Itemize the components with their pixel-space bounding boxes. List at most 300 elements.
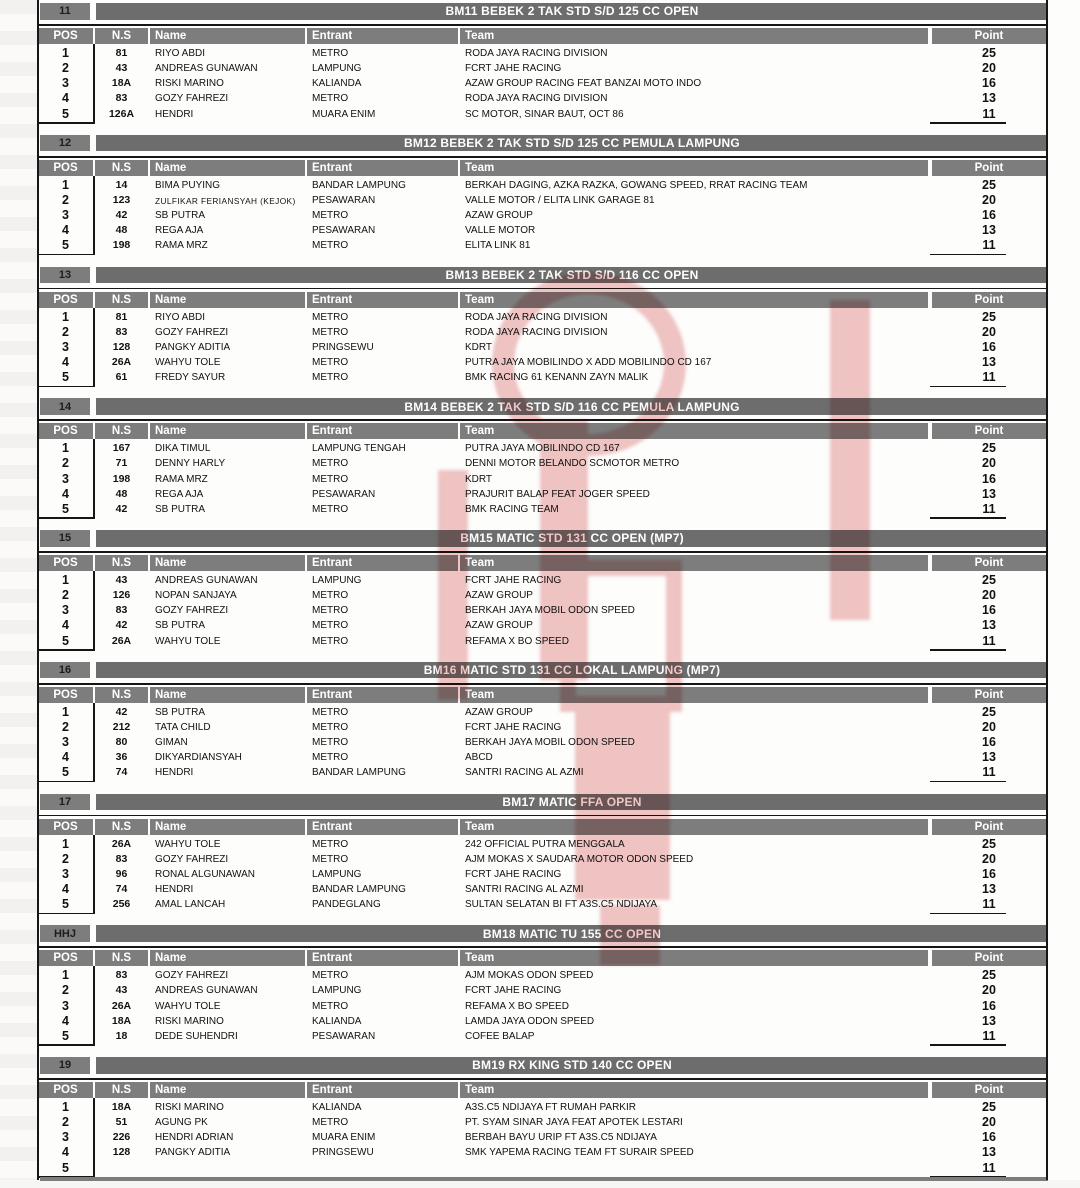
cell-position: 3: [62, 603, 69, 618]
cell-team: VALLE MOTOR: [465, 225, 536, 237]
cell-team: SANTRI RACING AL AZMI: [465, 883, 584, 895]
cell-team: AZAW GROUP RACING FEAT BANZAI MOTO INDO: [465, 78, 702, 90]
cell-position: 3: [62, 76, 69, 91]
cell-point: 11: [982, 1160, 996, 1175]
section-rows: [0, 441, 1080, 517]
table-row: [0, 107, 1080, 122]
cell-rider-name: PANGKY ADITIA: [155, 341, 231, 353]
column-header-name: Name: [150, 423, 305, 439]
table-row: [0, 472, 1080, 487]
cell-point: 25: [982, 968, 996, 983]
section-number-box: [40, 925, 90, 942]
cell-team: PUTRA JAYA MOBILINDO X ADD MOBILINDO CD 167: [465, 356, 712, 368]
table-row: [0, 355, 1080, 370]
section-divider-line: [37, 156, 1048, 158]
cell-start-number: 126: [112, 589, 131, 602]
column-header-team: Team: [460, 950, 928, 966]
cell-position: 1: [62, 836, 69, 851]
cell-start-number: 83: [115, 92, 128, 105]
cell-team: FCRT JAHE RACING: [465, 63, 562, 75]
column-header-team: Team: [460, 819, 928, 835]
cell-team: BERKAH DAGING, AZKA RAZKA, GOWANG SPEED, RRAT RACING TEAM: [465, 179, 808, 191]
cell-start-number: 81: [115, 310, 128, 323]
cell-entrant: METRO: [312, 48, 349, 59]
point-column-bottom-line: [930, 122, 1006, 124]
section-title-bar: [96, 398, 1048, 415]
cell-position: 2: [62, 324, 69, 339]
cell-start-number: 212: [112, 720, 131, 733]
section-number-box: [40, 398, 90, 415]
table-row: [0, 456, 1080, 471]
point-column-bottom-line: [930, 649, 1006, 651]
cell-position: 5: [62, 1028, 69, 1043]
cell-point: 13: [982, 486, 996, 501]
cell-start-number: 83: [115, 852, 128, 865]
cell-rider-name: RAMA MRZ: [155, 473, 208, 485]
cell-rider-name: WAHYU TOLE: [155, 635, 221, 647]
cell-position: 3: [62, 998, 69, 1013]
cell-position: 5: [62, 633, 69, 648]
cell-rider-name: WAHYU TOLE: [155, 1000, 221, 1012]
cell-point: 16: [982, 735, 996, 750]
cell-rider-name: GIMAN: [155, 737, 188, 749]
section-number-box: [40, 530, 90, 547]
table-row: [0, 1014, 1080, 1029]
cell-entrant: LAMPUNG TENGAH: [312, 443, 406, 455]
cell-team: PUTRA JAYA MOBILINDO CD 167: [465, 443, 620, 455]
table-row: [0, 603, 1080, 618]
cell-position: 4: [62, 881, 69, 896]
column-header-name: Name: [150, 28, 305, 44]
cell-point: 11: [982, 501, 996, 516]
section-number-box: [40, 267, 90, 284]
column-header-point: Point: [932, 160, 1046, 176]
section-number-label: 16: [58, 664, 72, 676]
section-title-bar: [96, 3, 1048, 20]
cell-start-number: 18A: [111, 77, 132, 90]
cell-rider-name: GOZY FAHREZI: [155, 853, 229, 865]
cell-team: REFAMA X BO SPEED: [465, 635, 569, 647]
cell-entrant: METRO: [312, 752, 349, 764]
cell-team: A3S.C5 NDIJAYA FT RUMAH PARKIR: [465, 1102, 636, 1113]
cell-start-number: 81: [115, 47, 128, 59]
pos-column-bottom-line: [37, 913, 95, 915]
cell-position: 5: [62, 765, 69, 780]
column-header-ns: N.S: [95, 950, 148, 966]
cell-entrant: METRO: [312, 210, 349, 222]
table-row: [0, 618, 1080, 633]
cell-entrant: METRO: [312, 240, 349, 252]
table-row: [0, 193, 1080, 208]
table-row: [0, 310, 1080, 325]
cell-position: 3: [62, 339, 69, 354]
column-header-ns: N.S: [95, 555, 148, 571]
cell-entrant: METRO: [312, 458, 349, 470]
table-row: [0, 223, 1080, 238]
cell-point: 20: [982, 588, 996, 603]
cell-start-number: 123: [112, 193, 131, 206]
section-title: BM15 MATIC STD 131 CC OPEN (MP7): [460, 531, 684, 546]
right-rule-line: [1046, 0, 1048, 1180]
table-row: [0, 487, 1080, 502]
column-header-pos: POS: [38, 1082, 93, 1098]
point-column-bottom-line: [930, 913, 1006, 915]
pos-column-border: [93, 308, 95, 387]
cell-rider-name: REGA AJA: [155, 225, 204, 237]
cell-team: 242 OFFICIAL PUTRA MENGGALA: [465, 838, 625, 850]
section-divider-line: [37, 288, 1048, 290]
cell-position: 2: [62, 192, 69, 207]
table-row: [0, 983, 1080, 998]
cell-team: ELITA LINK 81: [465, 240, 531, 252]
cell-team: AZAW GROUP: [465, 590, 533, 602]
column-header-pos: POS: [38, 423, 93, 439]
pos-column-border: [93, 966, 95, 1045]
table-row: [0, 441, 1080, 456]
cell-point: 13: [982, 1145, 996, 1160]
column-header-team: Team: [460, 423, 928, 439]
cell-entrant: METRO: [312, 326, 349, 338]
cell-team: BMK RACING 61 KENANN ZAYN MALIK: [465, 372, 649, 384]
cell-team: KDRT: [465, 341, 493, 353]
cell-start-number: 43: [115, 62, 128, 75]
column-header-pos: POS: [38, 819, 93, 835]
table-row: [0, 705, 1080, 720]
cell-point: 11: [982, 633, 996, 648]
pos-column-bottom-line: [37, 254, 95, 256]
column-header-entrant: Entrant: [307, 292, 458, 308]
cell-point: 20: [982, 61, 996, 76]
cell-point: 11: [982, 238, 996, 253]
column-header-entrant: Entrant: [307, 687, 458, 703]
section-rows: [0, 837, 1080, 913]
cell-team: AJM MOKAS X SAUDARA MOTOR ODON SPEED: [465, 853, 694, 865]
cell-point: 25: [982, 573, 996, 587]
results-section: [0, 2, 1080, 134]
section-number-box: [40, 1057, 90, 1074]
section-title-bar: [96, 794, 1048, 811]
cell-entrant: MUARA ENIM: [312, 1132, 376, 1144]
results-section: [0, 793, 1080, 925]
section-number-label: 12: [58, 137, 72, 149]
cell-point: 16: [982, 76, 996, 91]
cell-position: 5: [62, 897, 69, 912]
section-title-bar: [96, 1057, 1048, 1074]
cell-entrant: PESAWARAN: [312, 1030, 376, 1042]
cell-point: 25: [982, 441, 996, 456]
cell-rider-name: HENDRI: [155, 108, 194, 120]
cell-position: 2: [62, 851, 69, 866]
pos-column-border: [93, 176, 95, 255]
section-title: BM12 BEBEK 2 TAK STD S/D 125 CC PEMULA LAMPUNG: [404, 136, 740, 150]
cell-entrant: PESAWARAN: [312, 225, 376, 237]
cell-entrant: METRO: [312, 590, 349, 602]
pos-column-border: [93, 1098, 95, 1177]
cell-rider-name: NOPAN SANJAYA: [155, 590, 237, 602]
cell-start-number: 26A: [111, 355, 132, 368]
cell-start-number: 18A: [111, 1014, 132, 1027]
results-section: [0, 661, 1080, 793]
cell-entrant: METRO: [312, 503, 349, 515]
pos-column-border: [93, 44, 95, 123]
cell-start-number: 126A: [108, 107, 135, 120]
section-number-label: 14: [58, 400, 72, 413]
cell-team: FCRT JAHE RACING: [465, 985, 562, 997]
table-row: [0, 1029, 1080, 1044]
cell-entrant: LAMPUNG: [312, 63, 362, 75]
cell-point: 20: [982, 192, 996, 207]
cell-position: 1: [62, 573, 69, 587]
cell-position: 1: [62, 441, 69, 456]
cell-point: 13: [982, 618, 996, 633]
results-section: [0, 134, 1080, 266]
cell-start-number: 226: [112, 1131, 131, 1144]
cell-rider-name: DENNY HARLY: [155, 458, 226, 470]
cell-position: 5: [62, 238, 69, 253]
cell-entrant: METRO: [312, 311, 349, 323]
cell-position: 5: [62, 106, 69, 121]
cell-team: SANTRI RACING AL AZMI: [465, 767, 584, 779]
cell-position: 2: [62, 983, 69, 998]
table-row: [0, 852, 1080, 867]
table-row: [0, 867, 1080, 882]
cell-rider-name: REGA AJA: [155, 488, 204, 500]
section-number-box: [40, 3, 90, 20]
table-row: [0, 573, 1080, 588]
table-row: [0, 897, 1080, 912]
column-header-name: Name: [150, 819, 305, 835]
cell-point: 25: [982, 177, 996, 192]
section-rows: [0, 705, 1080, 781]
cell-start-number: 26A: [111, 999, 132, 1012]
column-header-entrant: Entrant: [307, 160, 458, 176]
cell-point: 13: [982, 1013, 996, 1028]
column-header-ns: N.S: [95, 28, 148, 44]
column-header-ns: N.S: [95, 687, 148, 703]
column-header-team: Team: [460, 292, 928, 308]
cell-position: 3: [62, 208, 69, 223]
cell-start-number: 43: [115, 984, 128, 997]
cell-team: BERBAH BAYU URIP FT A3S.C5 NDIJAYA: [465, 1132, 657, 1144]
cell-entrant: BANDAR LAMPUNG: [312, 883, 406, 895]
column-header-name: Name: [150, 555, 305, 571]
table-row: [0, 968, 1080, 983]
table-row: [0, 1100, 1080, 1115]
column-header-point: Point: [932, 28, 1046, 44]
cell-position: 1: [62, 46, 69, 60]
section-divider-line: [37, 815, 1048, 817]
cell-position: 2: [62, 456, 69, 471]
section-number-label: 11: [59, 5, 71, 18]
cell-entrant: METRO: [312, 1117, 349, 1129]
cell-entrant: BANDAR LAMPUNG: [312, 179, 406, 191]
table-row: [0, 178, 1080, 193]
cell-start-number: 167: [112, 442, 131, 455]
cell-team: FCRT JAHE RACING: [465, 868, 562, 880]
cell-entrant: LAMPUNG: [312, 985, 362, 997]
cell-rider-name: ANDREAS GUNAWAN: [155, 985, 258, 997]
cell-position: 4: [62, 618, 69, 633]
section-divider-line: [37, 946, 1048, 948]
column-header-name: Name: [150, 1082, 305, 1098]
cell-entrant: METRO: [312, 635, 349, 647]
results-section: [0, 529, 1080, 661]
cell-rider-name: SB PUTRA: [155, 503, 206, 515]
cell-position: 2: [62, 588, 69, 603]
column-header-pos: POS: [38, 950, 93, 966]
cell-point: 16: [982, 603, 996, 618]
cell-position: 3: [62, 866, 69, 881]
cell-point: 16: [982, 339, 996, 354]
cell-team: AZAW GROUP: [465, 620, 533, 632]
cell-position: 4: [62, 1013, 69, 1028]
cell-rider-name: RISKI MARINO: [155, 78, 224, 90]
section-number-box: [40, 794, 90, 811]
cell-entrant: KALIANDA: [312, 78, 362, 90]
column-header-pos: POS: [38, 28, 93, 44]
section-divider-line: [37, 551, 1048, 553]
cell-team: RODA JAYA RACING DIVISION: [465, 326, 608, 338]
column-header-ns: N.S: [95, 423, 148, 439]
pos-column-bottom-line: [37, 781, 95, 783]
table-row: [0, 91, 1080, 106]
cell-start-number: 256: [112, 898, 131, 911]
cell-entrant: PRINGSEWU: [312, 341, 374, 353]
cell-team: RODA JAYA RACING DIVISION: [465, 311, 608, 323]
section-rows: [0, 573, 1080, 649]
section-rows: [0, 310, 1080, 386]
cell-team: ABCD: [465, 752, 493, 764]
cell-rider-name: WAHYU TOLE: [155, 356, 221, 368]
cell-start-number: 83: [115, 604, 128, 617]
table-row: [0, 76, 1080, 91]
cell-position: 3: [62, 471, 69, 486]
cell-entrant: MUARA ENIM: [312, 108, 376, 120]
cell-start-number: 128: [112, 340, 131, 353]
column-header-entrant: Entrant: [307, 950, 458, 966]
cell-team: VALLE MOTOR / ELITA LINK GARAGE 81: [465, 194, 655, 206]
cell-position: 1: [62, 309, 69, 324]
cell-rider-name: GOZY FAHREZI: [155, 970, 229, 982]
cell-start-number: 61: [115, 371, 128, 384]
cell-start-number: 26A: [111, 837, 132, 850]
cell-start-number: 83: [115, 969, 128, 982]
cell-rider-name: RISKI MARINO: [155, 1015, 224, 1027]
cell-team: COFEE BALAP: [465, 1030, 535, 1042]
table-row: [0, 502, 1080, 517]
table-row: [0, 1115, 1080, 1130]
column-header-ns: N.S: [95, 819, 148, 835]
section-number-box: [40, 662, 90, 679]
section-number-label: 17: [58, 795, 72, 808]
section-title-bar: [96, 135, 1048, 152]
cell-entrant: PRINGSEWU: [312, 1147, 374, 1159]
cell-rider-name: TATA CHILD: [155, 721, 211, 733]
column-header-name: Name: [150, 950, 305, 966]
cell-team: KDRT: [465, 473, 493, 485]
cell-rider-name: SB PUTRA: [155, 706, 206, 718]
table-row: [0, 238, 1080, 253]
cell-point: 20: [982, 1115, 996, 1130]
cell-point: 13: [982, 223, 996, 238]
cell-rider-name: WAHYU TOLE: [155, 838, 221, 850]
cell-start-number: 36: [115, 751, 128, 764]
cell-team: PRAJURIT BALAP FEAT JOGER SPEED: [465, 488, 650, 500]
cell-team: BMK RACING TEAM: [465, 503, 559, 515]
cell-rider-name: ANDREAS GUNAWAN: [155, 575, 258, 586]
cell-entrant: LAMPUNG: [312, 868, 362, 880]
section-title: BM13 BEBEK 2 TAK STD S/D 116 CC OPEN: [445, 267, 699, 282]
cell-entrant: METRO: [312, 1000, 349, 1012]
cell-start-number: 26A: [111, 634, 132, 647]
cell-rider-name: SB PUTRA: [155, 620, 206, 632]
cell-position: 3: [62, 1130, 69, 1145]
section-divider-line: [37, 24, 1048, 26]
cell-rider-name: RIYO ABDI: [155, 311, 206, 323]
cell-rider-name: HENDRI: [155, 767, 194, 779]
table-row: [0, 208, 1080, 223]
cell-point: 20: [982, 456, 996, 471]
cell-start-number: 42: [115, 209, 128, 222]
cell-rider-name: GOZY FAHREZI: [155, 326, 229, 338]
pos-column-border: [93, 571, 95, 650]
cell-start-number: 18: [115, 1029, 128, 1042]
pos-column-bottom-line: [37, 1044, 95, 1046]
column-header-point: Point: [932, 555, 1046, 571]
cell-point: 11: [982, 1028, 996, 1043]
cell-position: 5: [62, 1160, 69, 1175]
section-title-bar: [96, 267, 1048, 284]
column-header-entrant: Entrant: [307, 555, 458, 571]
cell-team: RODA JAYA RACING DIVISION: [465, 48, 608, 59]
column-header-ns: N.S: [95, 1082, 148, 1098]
cell-rider-name: RAMA MRZ: [155, 240, 208, 252]
cell-rider-name: AGUNG PK: [155, 1117, 208, 1129]
cell-position: 4: [62, 750, 69, 765]
cell-start-number: 96: [115, 867, 128, 880]
results-section: [0, 924, 1080, 1056]
cell-rider-name: FREDY SAYUR: [155, 372, 226, 384]
cell-entrant: PESAWARAN: [312, 194, 376, 206]
cell-point: 16: [982, 1130, 996, 1145]
cell-team: AJM MOKAS ODON SPEED: [465, 970, 594, 982]
table-row: [0, 1145, 1080, 1160]
cell-entrant: METRO: [312, 737, 349, 749]
point-column-bottom-line: [930, 254, 1006, 256]
column-header-point: Point: [932, 950, 1046, 966]
cell-entrant: KALIANDA: [312, 1015, 362, 1027]
cell-entrant: METRO: [312, 620, 349, 632]
cell-rider-name: DEDE SUHENDRI: [155, 1030, 238, 1042]
cell-entrant: METRO: [312, 838, 349, 850]
cell-point: 25: [982, 836, 996, 851]
table-row: [0, 370, 1080, 385]
column-header-pos: POS: [38, 555, 93, 571]
cell-position: 5: [62, 370, 69, 385]
table-row: [0, 1130, 1080, 1145]
cell-start-number: 18A: [111, 1101, 132, 1113]
pos-column-bottom-line: [37, 517, 95, 519]
cell-position: 5: [62, 501, 69, 516]
cell-position: 4: [62, 1145, 69, 1160]
cell-entrant: KALIANDA: [312, 1102, 362, 1113]
cell-team: AZAW GROUP: [465, 706, 533, 718]
cell-start-number: 74: [115, 766, 128, 779]
section-title: BM19 RX KING STD 140 CC OPEN: [472, 1058, 672, 1073]
cell-entrant: METRO: [312, 853, 349, 865]
section-title-bar: [96, 662, 1048, 679]
section-divider-line: [37, 1078, 1048, 1080]
